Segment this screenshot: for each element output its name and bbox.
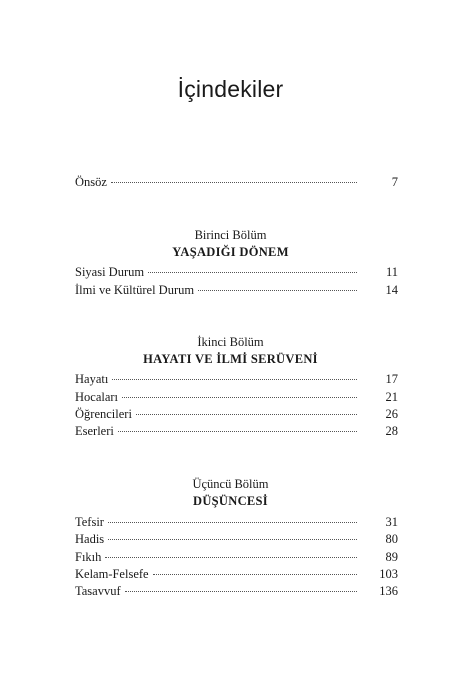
part-label: İkinci Bölüm — [197, 335, 264, 349]
leader-dots — [105, 557, 357, 558]
leader-dots — [108, 539, 357, 540]
leader-dots — [111, 182, 357, 183]
toc-entry-page: 21 — [385, 390, 398, 404]
toc-entry-page: 89 — [385, 550, 398, 564]
toc-entry-preface[interactable] — [75, 175, 398, 193]
toc-entry-label: Eserleri — [75, 424, 114, 438]
toc-entry[interactable] — [75, 372, 398, 390]
leader-dots — [198, 290, 357, 291]
leader-dots — [122, 397, 357, 398]
part-label: Birinci Bölüm — [194, 228, 267, 242]
toc-entry-label: Önsöz — [75, 175, 107, 189]
toc-entry[interactable] — [75, 532, 398, 550]
leader-dots — [112, 379, 357, 380]
leader-dots — [148, 272, 357, 273]
page-title: İçindekiler — [177, 76, 284, 102]
toc-entry-page: 14 — [385, 283, 398, 297]
leader-dots — [108, 522, 357, 523]
toc-entry-page: 11 — [385, 265, 398, 279]
toc-entry[interactable] — [75, 390, 398, 408]
toc-entry-page: 31 — [385, 515, 398, 529]
toc-entry-label: Hocaları — [75, 390, 119, 404]
part-title: DÜŞÜNCESİ — [193, 494, 268, 508]
toc-entry-page: 17 — [385, 372, 398, 386]
toc-entry-label: Tasavvuf — [75, 584, 121, 598]
toc-entry-page: 80 — [385, 532, 398, 546]
part-title: YAŞADIĞI DÖNEM — [172, 245, 289, 259]
toc-entry-label: Siyasi Durum — [75, 265, 145, 279]
toc-entry[interactable] — [75, 550, 398, 568]
toc-entry-page: 103 — [379, 567, 398, 581]
toc-entry[interactable] — [75, 407, 398, 425]
part-label: Üçüncü Bölüm — [192, 477, 269, 491]
toc-entry-label: Öğrencileri — [75, 407, 132, 421]
leader-dots — [136, 414, 357, 415]
toc-entry-page: 28 — [385, 424, 398, 438]
toc-entry[interactable] — [75, 567, 398, 585]
toc-entry[interactable] — [75, 283, 398, 301]
toc-entry[interactable] — [75, 584, 398, 602]
leader-dots — [125, 591, 357, 592]
toc-entry-label: İlmi ve Kültürel Durum — [75, 283, 195, 297]
toc-entry[interactable] — [75, 424, 398, 442]
toc-entry-label: Kelam-Felsefe — [75, 567, 149, 581]
leader-dots — [153, 574, 357, 575]
toc-entry[interactable] — [75, 515, 398, 533]
toc-entry-label: Hadis — [75, 532, 105, 546]
leader-dots — [118, 431, 357, 432]
toc-entry-label: Tefsir — [75, 515, 104, 529]
toc-entry-page: 136 — [379, 584, 398, 598]
toc-entry-label: Hayatı — [75, 372, 109, 386]
toc-entry-page: 26 — [385, 407, 398, 421]
toc-entry-label: Fıkıh — [75, 550, 102, 564]
toc-entry-page: 7 — [391, 175, 398, 189]
part-title: HAYATI VE İLMİ SERÜVENİ — [143, 352, 318, 366]
toc-entry[interactable] — [75, 265, 398, 283]
